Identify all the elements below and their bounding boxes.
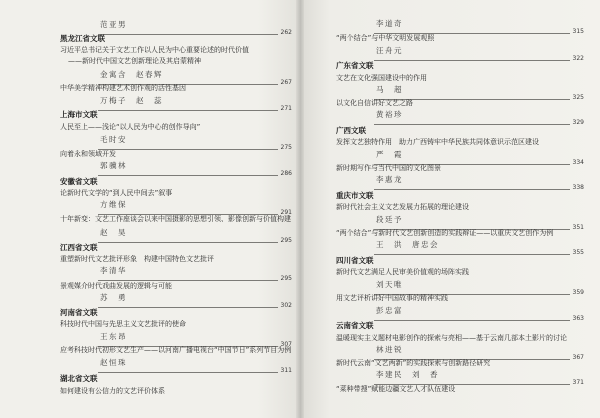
section-title: 河南省文联 — [60, 308, 98, 317]
section-title: 云南省文联 — [336, 321, 374, 330]
article-title: 以文化自信讲好文艺之路 — [336, 99, 413, 107]
article-title: ——新时代中国文艺创新理论及其启蒙精神 — [68, 57, 201, 65]
page-number: 302 — [280, 302, 292, 309]
author-name: 李建民 刘 香 — [376, 370, 439, 379]
author-name: 郭骥林 — [100, 161, 127, 170]
article-title: 科技时代中国与先思主义文艺批评的使命 — [60, 320, 186, 328]
section-title: 黑龙江省文联 — [60, 34, 105, 43]
section-title: 湖北省文联 — [60, 374, 98, 383]
author-name: 王东昂 — [100, 332, 127, 341]
article-title: 新时期写作与当代中国的文化图景 — [336, 164, 441, 172]
author-name: 赵恒珠 — [100, 358, 127, 367]
author-name: 严 霞 — [376, 150, 403, 159]
page-number: 262 — [280, 29, 292, 36]
article-title: 应考科技时代初形文艺生产——以河南广播电视台“中国节日”系列节目为例 — [60, 346, 292, 354]
left-toc-list — [60, 0, 292, 418]
article-title: 景观媒介时代戏曲发展的逻辑与可能 — [60, 282, 172, 290]
page-number: 286 — [280, 170, 292, 177]
toc-entry-title — [60, 383, 292, 403]
article-title: 用文艺评析讲好中国故事的精神实践 — [336, 294, 448, 302]
author-name: 万梅子 赵 蕊 — [100, 96, 163, 105]
right-page — [300, 0, 600, 418]
author-name: 方维保 — [100, 200, 127, 209]
author-name: 金寓含 赵春辉 — [100, 70, 163, 79]
author-name: 范亚男 — [100, 20, 127, 29]
article-title: “两个结合”与中华文明发展观照 — [336, 34, 435, 42]
article-title: 中华美学精神构建艺术创作观的活性基因 — [60, 84, 186, 92]
author-name: 毛时安 — [100, 135, 127, 144]
page-number: 291 — [280, 209, 292, 216]
section-title: 广东省文联 — [336, 61, 374, 70]
page-number: 315 — [572, 28, 584, 35]
author-name: 苏 勇 — [100, 293, 127, 302]
author-name: 李道奇 — [376, 19, 403, 28]
article-title: 重塑新时代文艺批评形象 构建中国特色文艺批评 — [60, 255, 214, 263]
article-title: 如何建设有公信力的文艺评价体系 — [60, 387, 165, 395]
author-name: 李惠龙 — [376, 175, 403, 184]
article-title: 十年新变：文艺工作座谈会以来中国摄影的思想引领、影像创新与价值构建 — [60, 215, 291, 223]
page-number: 363 — [572, 315, 584, 322]
author-name: 刘天唯 — [376, 280, 403, 289]
page-number: 355 — [572, 249, 584, 256]
section-title: 安徽省文联 — [60, 177, 98, 186]
page-number: 367 — [572, 354, 584, 361]
article-title: 新时代云南“文艺两新”的实践探索与创新路径研究 — [336, 359, 491, 367]
author-name: 马 超 — [376, 85, 403, 94]
article-title: 文艺在文化强国建设中的作用 — [336, 74, 427, 82]
author-name: 赵 昊 — [100, 228, 127, 237]
page-number: 267 — [280, 79, 292, 86]
page-number: 311 — [280, 367, 292, 374]
page-number: 338 — [572, 184, 584, 191]
page-number: 271 — [280, 105, 292, 112]
author-name: 林进锐 — [376, 345, 403, 354]
article-title: 人民至上——浅论“以人民为中心的创作导向” — [60, 123, 201, 131]
article-title: 新时代文艺满足人民审美价值观的场阵实践 — [336, 268, 469, 276]
author-name: 王 洪 唐忠会 — [376, 240, 439, 249]
book-gutter — [296, 0, 304, 418]
toc-entry-title — [336, 381, 584, 401]
page-number: 322 — [572, 55, 584, 62]
article-title: 新时代社会主义文艺发展力拓展的理论建设 — [336, 203, 469, 211]
section-title: 江西省文联 — [60, 243, 98, 252]
page-number: 295 — [280, 237, 292, 244]
author-name: 黄裕珍 — [376, 110, 403, 119]
article-title: “两个结合”与新时代文艺创新创造的实践辩证——以重庆文艺创作为例 — [336, 229, 554, 237]
page-number: 329 — [572, 119, 584, 126]
article-title: 向着永和领域开发 — [60, 150, 116, 158]
author-name: 汪舟元 — [376, 46, 403, 55]
section-title: 重庆市文联 — [336, 191, 374, 200]
page-number: 334 — [572, 159, 584, 166]
article-title: 发挥文艺独特作用 助力广西铸牢中华民族共同体意识示范区建设 — [336, 138, 539, 146]
page-number: 351 — [572, 224, 584, 231]
article-title: 温暖现实主义题材电影创作的探索与亮相——基于云南几部本土影片的讨论 — [336, 334, 567, 342]
right-toc-list — [336, 0, 584, 418]
author-name: 段廷予 — [376, 215, 403, 224]
article-title: 论新时代文学的“到人民中间去”叙事 — [60, 189, 173, 197]
page-number: 371 — [572, 379, 584, 386]
page-number: 295 — [280, 275, 292, 282]
page-number: 359 — [572, 289, 584, 296]
section-title: 广西文联 — [336, 126, 366, 135]
article-title: “菜种带搜”赋能边疆文艺人才队伍建设 — [336, 385, 456, 393]
page-number: 325 — [572, 94, 584, 101]
author-name: 彭忠富 — [376, 306, 403, 315]
article-title: 习近平总书记关于文艺工作以人民为中心重要论述的时代价值 — [60, 46, 249, 54]
author-name: 李清华 — [100, 266, 127, 275]
section-title: 上海市文联 — [60, 110, 98, 119]
section-title: 四川省文联 — [336, 256, 374, 265]
page-number: 307 — [280, 341, 292, 348]
page-number: 275 — [280, 144, 292, 151]
